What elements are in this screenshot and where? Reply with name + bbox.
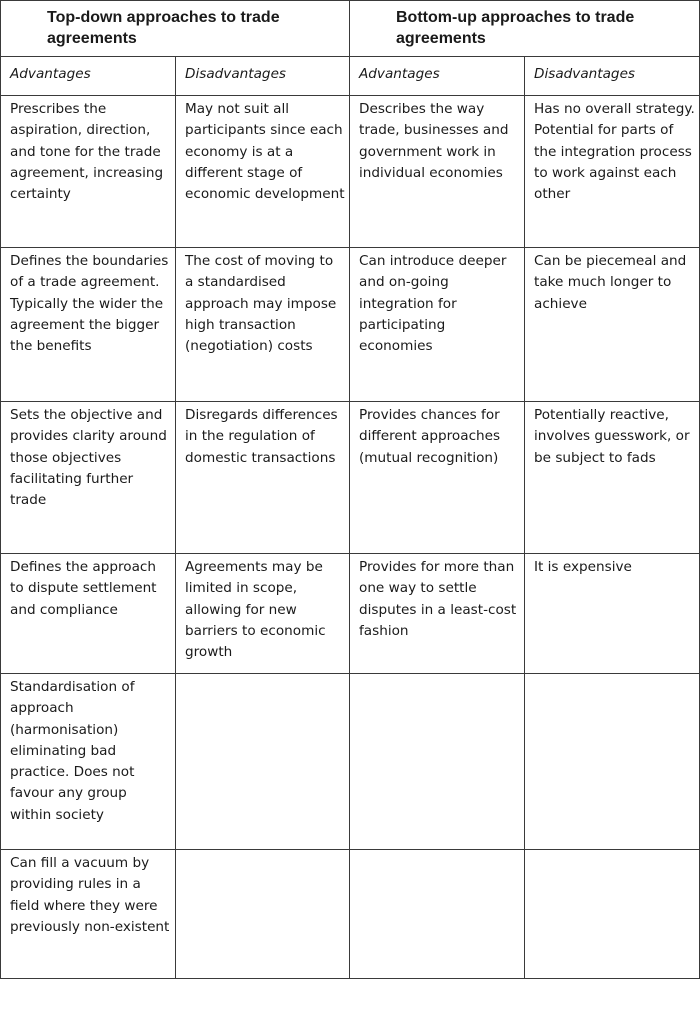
top-down-disadvantage-cell: The cost of moving to a standardised approach may impose high transaction (negotiation) costs: [176, 248, 350, 402]
top-down-disadvantages-heading: Disadvantages: [176, 57, 350, 96]
bottom-up-header: Bottom-up approaches to trade agreements: [350, 1, 700, 57]
top-down-disadvantage-cell: Disregards differences in the regulation of domestic transactions: [176, 402, 350, 554]
bottom-up-advantage-cell: Can introduce deeper and on-going integration for participating economies: [350, 248, 525, 402]
bottom-up-advantage-cell: [350, 850, 525, 979]
top-down-header: Top-down approaches to trade agreements: [1, 1, 350, 57]
top-down-disadvantage-cell: Agreements may be limited in scope, allowing for new barriers to economic growth: [176, 554, 350, 674]
bottom-up-advantage-cell: [350, 674, 525, 850]
bottom-up-advantage-cell: Describes the way trade, businesses and government work in individual economies: [350, 96, 525, 248]
bottom-up-disadvantage-cell: It is expensive: [525, 554, 700, 674]
top-down-advantage-cell: Sets the objective and provides clarity around those objectives facilitating further trade: [1, 402, 176, 554]
table-row: [1, 674, 700, 850]
bottom-up-advantage-cell: Provides for more than one way to settle disputes in a least-cost fashion: [350, 554, 525, 674]
table-header-row: [1, 1, 700, 57]
top-down-advantage-cell: Defines the approach to dispute settlement and compliance: [1, 554, 176, 674]
top-down-disadvantage-cell: [176, 674, 350, 850]
top-down-disadvantage-cell: May not suit all participants since each economy is at a different stage of economic development: [176, 96, 350, 248]
top-down-disadvantage-cell: [176, 850, 350, 979]
table-row: [1, 248, 700, 402]
top-down-advantages-heading: Advantages: [1, 57, 176, 96]
table-row: [1, 554, 700, 674]
table-subheader-row: [1, 57, 700, 96]
bottom-up-disadvantage-cell: Can be piecemeal and take much longer to achieve: [525, 248, 700, 402]
table-row: [1, 850, 700, 979]
top-down-advantage-cell: Can fill a vacuum by providing rules in a field where they were previously non-existent: [1, 850, 176, 979]
top-down-advantage-cell: Standardisation of approach (harmonisation) eliminating bad practice. Does not favour any group within society: [1, 674, 176, 850]
top-down-advantage-cell: Defines the boundaries of a trade agreement. Typically the wider the agreement the bigger the benefits: [1, 248, 176, 402]
table-row: [1, 402, 700, 554]
bottom-up-advantages-heading: Advantages: [350, 57, 525, 96]
bottom-up-disadvantage-cell: Potentially reactive, involves guesswork, or be subject to fads: [525, 402, 700, 554]
top-down-advantage-cell: Prescribes the aspiration, direction, and tone for the trade agreement, increasing certainty: [1, 96, 176, 248]
bottom-up-disadvantage-cell: [525, 850, 700, 979]
bottom-up-disadvantage-cell: [525, 674, 700, 850]
bottom-up-disadvantage-cell: Has no overall strategy. Potential for parts of the integration process to work against each other: [525, 96, 700, 248]
bottom-up-advantage-cell: Provides chances for different approaches (mutual recognition): [350, 402, 525, 554]
table-row: [1, 96, 700, 248]
bottom-up-disadvantages-heading: Disadvantages: [525, 57, 700, 96]
